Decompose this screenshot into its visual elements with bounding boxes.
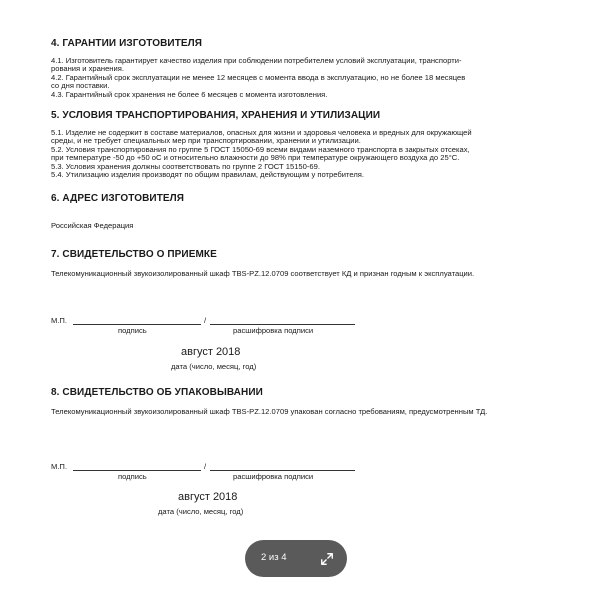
address-text: Российская Федерация [51,221,134,230]
section-4-line: 4.3. Гарантийный срок хранения не более 6 месяцев с момента изготовления. [51,89,328,99]
date-label: дата (число, месяц, год) [158,507,244,516]
signature-label: подпись [118,472,147,481]
signature-line [73,470,201,471]
date-label: дата (число, месяц, год) [171,362,257,371]
page-navigator [245,540,347,577]
section-4-line: рования и хранения. [51,64,124,74]
expand-button[interactable] [307,540,347,577]
section-7-title: 7. СВИДЕТЕЛЬСТВО О ПРИЕМКЕ [51,249,217,260]
signature-label: подпись [118,326,147,335]
section-5-line: 5.4. Утилизацию изделия производят по общим правилам, действующим у потребителя. [51,170,365,180]
section-4-title: 4. ГАРАНТИИ ИЗГОТОВИТЕЛЯ [51,38,203,49]
section-5-line: 5.2. Условия транспортирования по группе 5 ГОСТ 15050-69 всеми видами наземного транспорта в закрытых отсеках, [51,144,470,154]
decode-label: расшифровка подписи [233,326,314,335]
section-5-line: 5.1. Изделие не содержит в составе материалов, опасных для жизни и здоровья человека и вредных для окружающей [51,128,472,137]
page-indicator: 2 из 4 [261,552,287,563]
section-6-title: 6. АДРЕС ИЗГОТОВИТЕЛЯ [51,193,185,204]
section-4-line: 4.2. Гарантийный срок эксплуатации не менее 12 месяцев с момента ввода в эксплуатацию, но не более 18 месяцев [51,72,466,82]
section-5-body [51,129,551,179]
packing-date: август 2018 [178,491,238,503]
section-4-line: 4.1. Изготовитель гарантирует качество изделия при соблюдении потребителем условий эксплуатации, транспорти- [51,56,462,65]
decode-line [210,470,355,471]
section-4-body [51,57,551,99]
slash-separator: / [204,316,207,325]
stamp-label: М.П. [51,316,68,325]
section-4-line: со дня поставки. [51,81,110,91]
slash-separator: / [204,462,207,471]
signature-line [73,324,201,325]
expand-icon [320,552,334,566]
section-8-title: 8. СВИДЕТЕЛЬСТВО ОБ УПАКОВЫВАНИИ [51,387,263,398]
section-5-title: 5. УСЛОВИЯ ТРАНСПОРТИРОВАНИЯ, ХРАНЕНИЯ И УТИЛИЗАЦИИ [51,110,381,121]
acceptance-text: Телекомуникационный звукоизолированный шкаф TBS-PZ.12.0709 соответствует КД и признан годным к эксплуатации. [51,269,475,278]
stamp-label: М.П. [51,462,68,471]
packing-text: Телекомуникационный звукоизолированный шкаф TBS-PZ.12.0709 упакован согласно требованиям, предусмотренным ТД. [51,407,488,416]
decode-label: расшифровка подписи [233,472,314,481]
section-5-line: при температуре -50 до +50 оС и относительно влажности до 98% при температуре окружающего воздуха до 25°С. [51,153,460,163]
decode-line [210,324,355,325]
section-5-line: 5.3. Условия хранения должны соответствовать по группе 2 ГОСТ 15150-69. [51,161,320,171]
section-5-line: среды, и не требует специальных мер при транспортировании, хранении и утилизации. [51,136,361,146]
acceptance-date: август 2018 [181,346,241,358]
